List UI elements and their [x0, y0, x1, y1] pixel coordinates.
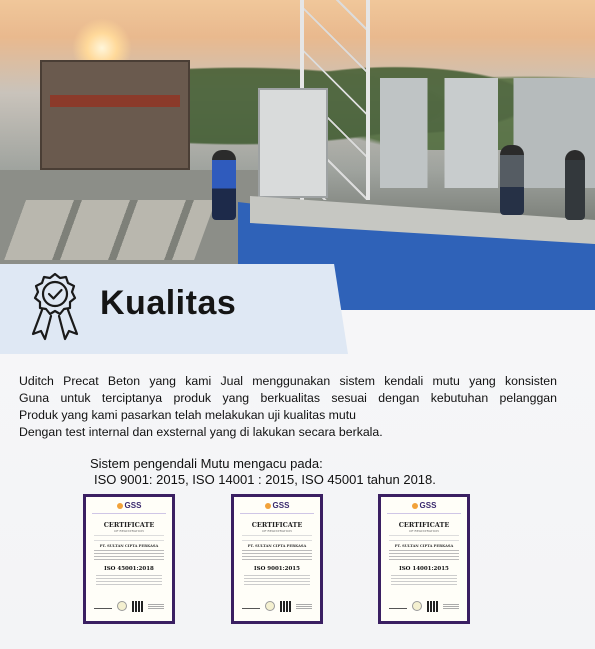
worker [565, 150, 585, 220]
certificate-title: CERTIFICATE [103, 521, 155, 529]
description-line: Dengan test internal dan exsternal yang di lakukan secara berkala. [19, 425, 383, 439]
batching-plant [40, 60, 190, 170]
description-line: Produk yang kami pasarkan telah melakukan uji kualitas mutu [19, 408, 356, 422]
certificate-title: CERTIFICATE [398, 521, 450, 529]
certificate-title: CERTIFICATE [251, 521, 303, 529]
worker [212, 150, 236, 220]
iso-standards-list: ISO 9001: 2015, ISO 14001 : 2015, ISO 45001 tahun 2018. [94, 472, 436, 487]
certificate-subtitle: OF REGISTRATION [113, 529, 145, 533]
certificate-standard: ISO 9001:2015 [254, 566, 300, 572]
gss-logo: GSS [86, 501, 172, 510]
plant-roof [50, 95, 180, 107]
description-line: Uditch Precat Beton yang kami Jual menggunakan sistem kendali mutu yang konsisten [19, 374, 557, 388]
quality-description [19, 373, 557, 441]
certificate-company: PT. SULTAN CIPTA PERKASA [394, 544, 454, 548]
gss-logo: GSS [381, 501, 467, 510]
crane-cabin [258, 88, 328, 198]
certificate-iso-45001 [83, 494, 175, 624]
description-line: Guna untuk terciptanya produk yang berkualitas sesuai dengan kebutuhan pelanggan [19, 391, 557, 405]
certificate-iso-14001 [378, 494, 470, 624]
concrete-blocks [380, 78, 595, 188]
certificate-subtitle: OF REGISTRATION [261, 529, 293, 533]
certificate-standard: ISO 14001:2015 [399, 566, 449, 572]
page-title: Kualitas [100, 284, 237, 322]
quality-system-label: Sistem pengendali Mutu mengacu pada: [90, 456, 323, 471]
precast-slabs [4, 200, 216, 260]
certificate-company: PT. SULTAN CIPTA PERKASA [247, 544, 307, 548]
certificate-company: PT. SULTAN CIPTA PERKASA [99, 544, 159, 548]
award-ribbon-icon [25, 270, 85, 350]
certificate-standard: ISO 45001:2018 [104, 566, 154, 572]
certificate-subtitle: OF REGISTRATION [408, 529, 440, 533]
gss-logo: GSS [234, 501, 320, 510]
factory-photo [0, 0, 595, 310]
worker [500, 145, 524, 215]
certificate-iso-9001 [231, 494, 323, 624]
